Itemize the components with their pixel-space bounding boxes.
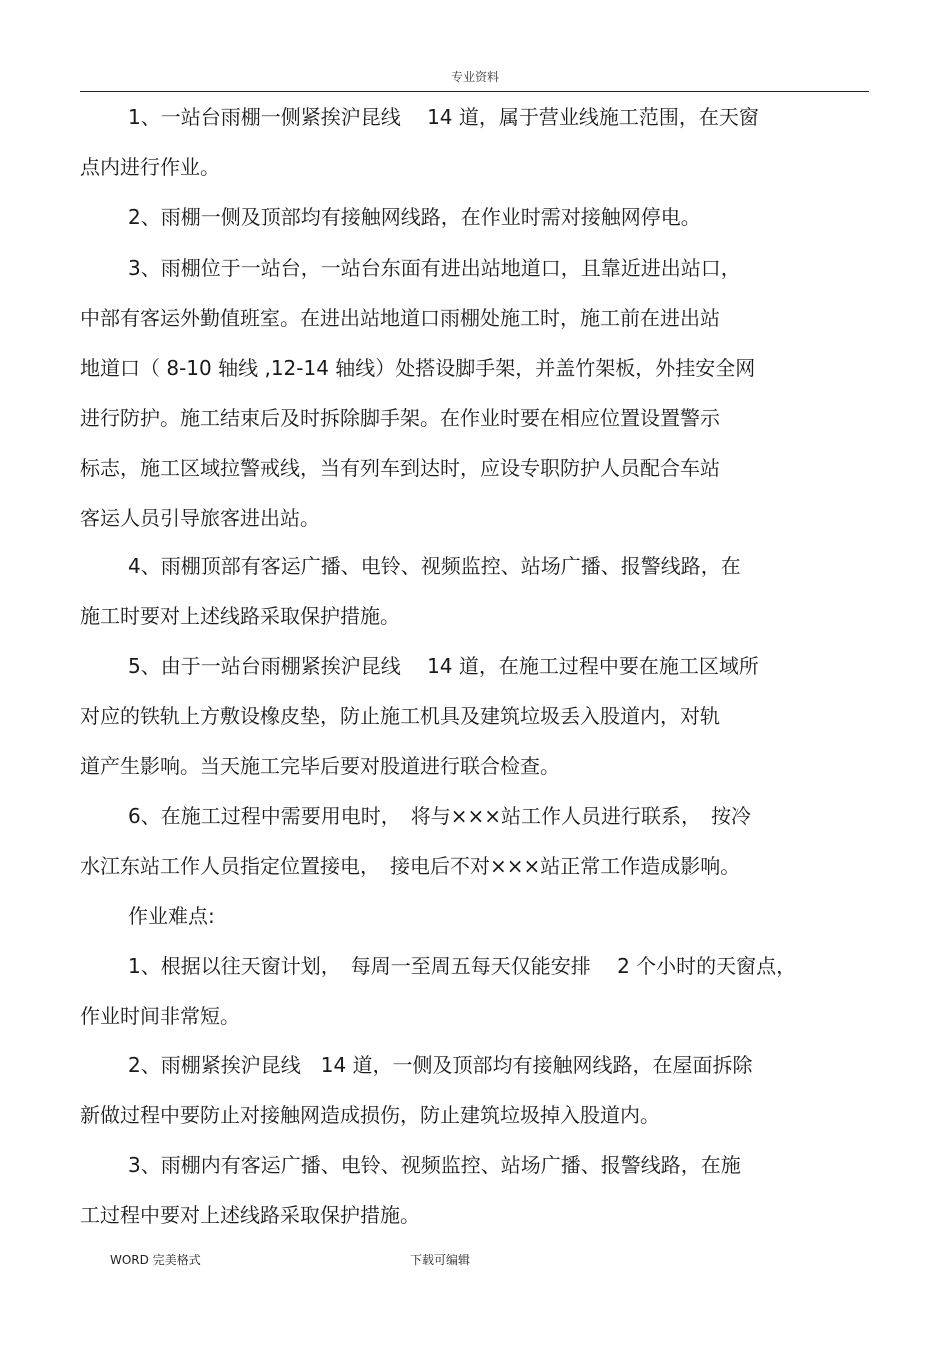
section-heading: 作业难点:	[128, 904, 215, 928]
paragraph-line: 道产生影响。当天施工完毕后要对股道进行联合检查。	[80, 754, 560, 778]
paragraph-line: 进行防护。施工结束后及时拆除脚手架。在作业时要在相应位置设置警示	[80, 406, 720, 430]
paragraph-line: 中部有客运外勤值班室。在进出站地道口雨棚处施工时，施工前在进出站	[80, 306, 720, 330]
paragraph-line: 对应的铁轨上方敷设橡皮垫，防止施工机具及建筑垃圾丢入股道内，对轨	[80, 704, 720, 728]
footer-right: 下载可编辑	[410, 1253, 471, 1267]
paragraph-line: 1、一站台雨棚一侧紧挨沪昆线 14 道，属于营业线施工范围，在天窗	[128, 105, 759, 129]
paragraph-line: 作业时间非常短。	[80, 1004, 240, 1028]
paragraph-line: 客运人员引导旅客进出站。	[80, 506, 320, 530]
paragraph-line: 5、由于一站台雨棚紧挨沪昆线 14 道，在施工过程中要在施工区域所	[128, 654, 759, 678]
paragraph-line: 6、在施工过程中需要用电时， 将与×××站工作人员进行联系， 按冷	[128, 804, 751, 828]
footer-left: WORD 完美格式	[110, 1253, 201, 1267]
paragraph-line: 3、雨棚位于一站台，一站台东面有进出站地道口，且靠近进出站口，	[128, 256, 741, 280]
paragraph-line: 新做过程中要防止对接触网造成损伤，防止建筑垃圾掉入股道内。	[80, 1103, 660, 1127]
paragraph-line: 标志，施工区域拉警戒线，当有列车到达时，应设专职防护人员配合车站	[80, 456, 720, 480]
paragraph-line: 1、根据以往天窗计划， 每周一至周五每天仅能安排 2 个小时的天窗点，	[128, 954, 797, 978]
paragraph-line: 2、雨棚一侧及顶部均有接触网线路，在作业时需对接触网停电。	[128, 205, 701, 229]
paragraph-line: 3、雨棚内有客运广播、电铃、视频监控、站场广播、报警线路，在施	[128, 1153, 741, 1177]
paragraph-line: 2、雨棚紧挨沪昆线 14 道，一侧及顶部均有接触网线路，在屋面拆除	[128, 1053, 753, 1077]
paragraph-line: 地道口（ 8-10 轴线 ,12-14 轴线）处搭设脚手架，并盖竹架板，外挂安全网	[80, 356, 756, 380]
paragraph-line: 水江东站工作人员指定位置接电， 接电后不对×××站正常工作造成影响。	[80, 854, 741, 878]
page-header: 专业资料	[450, 70, 499, 84]
header-rule	[80, 91, 869, 92]
paragraph-line: 工过程中要对上述线路采取保护措施。	[80, 1203, 420, 1227]
paragraph-line: 施工时要对上述线路采取保护措施。	[80, 604, 400, 628]
paragraph-line: 点内进行作业。	[80, 155, 220, 179]
paragraph-line: 4、雨棚顶部有客运广播、电铃、视频监控、站场广播、报警线路，在	[128, 554, 741, 578]
